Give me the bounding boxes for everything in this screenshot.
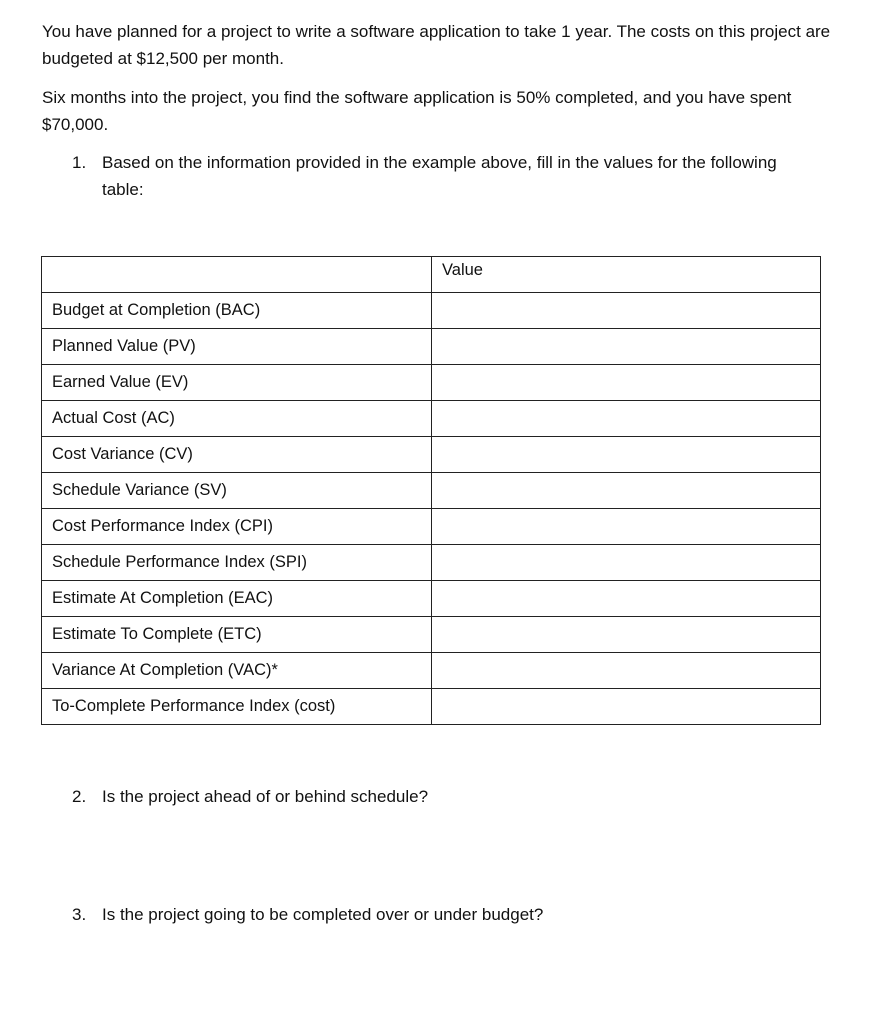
question-2 (72, 783, 792, 810)
table-row (42, 545, 821, 581)
table-row (42, 509, 821, 545)
row-label: Estimate At Completion (EAC) (42, 581, 432, 617)
question-text: Based on the information provided in the example above, fill in the values for the following table: (102, 153, 777, 199)
table-row (42, 401, 821, 437)
row-label: Estimate To Complete (ETC) (42, 617, 432, 653)
row-value-cell[interactable] (432, 293, 821, 329)
question-1 (72, 149, 792, 203)
row-value-cell[interactable] (432, 617, 821, 653)
row-label: Budget at Completion (BAC) (42, 293, 432, 329)
row-label: Schedule Variance (SV) (42, 473, 432, 509)
question-number: 3. (72, 905, 87, 924)
table-header-row (42, 257, 821, 293)
table-row (42, 473, 821, 509)
row-value-cell[interactable] (432, 545, 821, 581)
row-label: Cost Performance Index (CPI) (42, 509, 432, 545)
row-value-cell[interactable] (432, 437, 821, 473)
row-label: Variance At Completion (VAC)* (42, 653, 432, 689)
table-header-value: Value (432, 257, 821, 293)
table-row (42, 653, 821, 689)
row-label: Actual Cost (AC) (42, 401, 432, 437)
table-row (42, 617, 821, 653)
intro-paragraph-2: Six months into the project, you find the software application is 50% completed, and you have spent $70,000. (42, 88, 792, 134)
evm-table (41, 256, 821, 725)
row-label: To-Complete Performance Index (cost) (42, 689, 432, 725)
table-row (42, 581, 821, 617)
row-value-cell[interactable] (432, 653, 821, 689)
question-number: 1. (72, 153, 87, 172)
table-header-blank (42, 257, 432, 293)
question-3 (72, 901, 792, 928)
row-value-cell[interactable] (432, 581, 821, 617)
table-row (42, 437, 821, 473)
table-row (42, 689, 821, 725)
row-value-cell[interactable] (432, 509, 821, 545)
row-value-cell[interactable] (432, 329, 821, 365)
row-value-cell[interactable] (432, 689, 821, 725)
question-number: 2. (72, 787, 87, 806)
table-row (42, 329, 821, 365)
intro-paragraph-1: You have planned for a project to write a software application to take 1 year. The costs on this project are budgeted at $12,500 per month. (42, 22, 831, 68)
row-value-cell[interactable] (432, 473, 821, 509)
row-label: Cost Variance (CV) (42, 437, 432, 473)
row-value-cell[interactable] (432, 365, 821, 401)
row-label: Earned Value (EV) (42, 365, 432, 401)
question-text: Is the project going to be completed over or under budget? (102, 905, 544, 924)
table-row (42, 365, 821, 401)
question-text: Is the project ahead of or behind schedule? (102, 787, 429, 806)
row-label: Schedule Performance Index (SPI) (42, 545, 432, 581)
table-row (42, 293, 821, 329)
row-value-cell[interactable] (432, 401, 821, 437)
row-label: Planned Value (PV) (42, 329, 432, 365)
